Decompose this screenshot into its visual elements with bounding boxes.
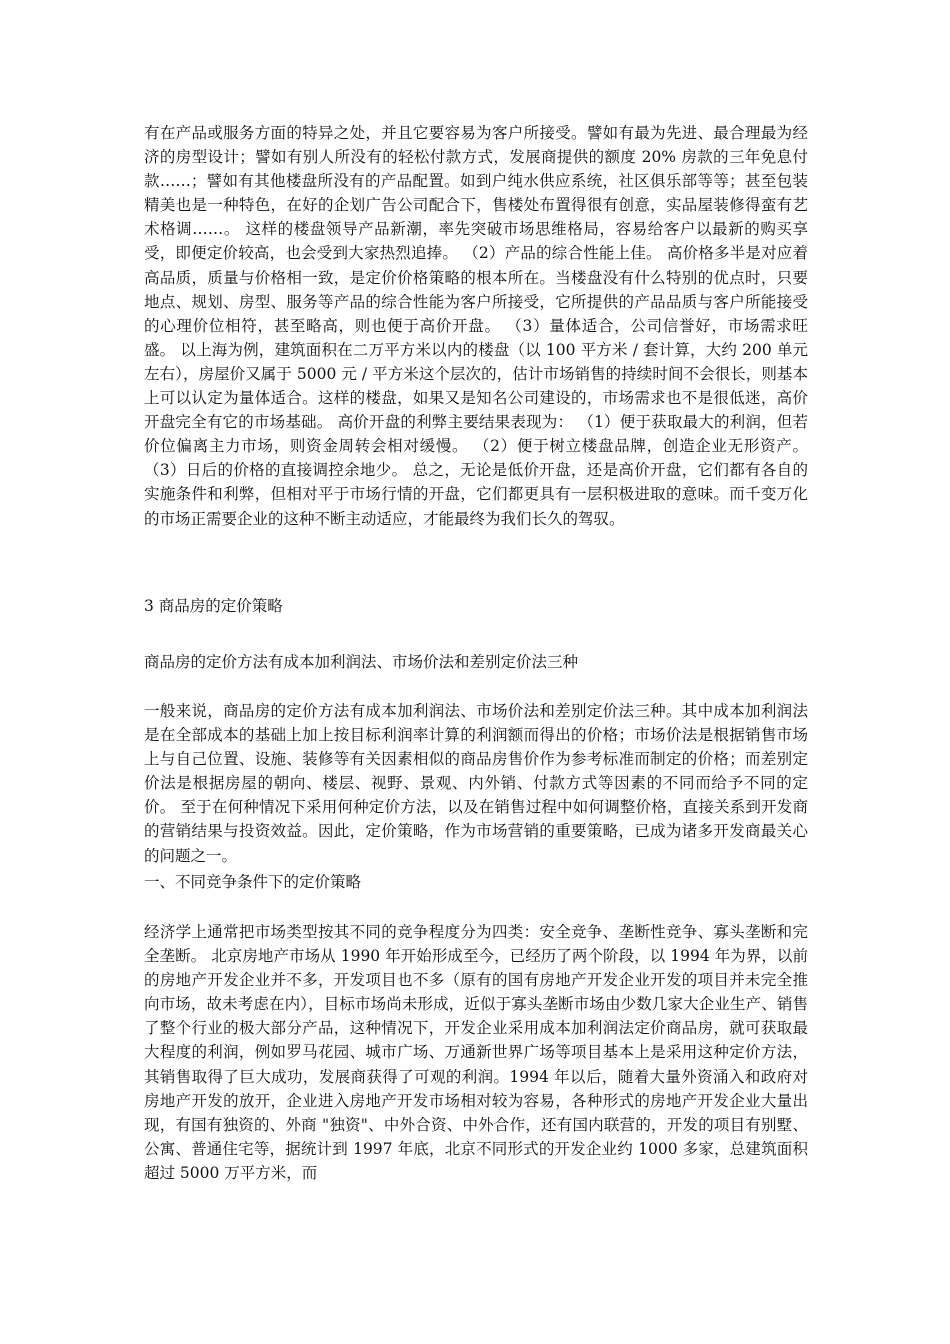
- body-paragraph: 有在产品或服务方面的特异之处，并且它要容易为客户所接受。譬如有最为先进、最合理最为经济的房型设计；譬如有别人所没有的轻松付款方式，发展商提供的额度 20% 房款的三年免息付款……；譬如有其他楼盘所没有的产品配置。如到户纯水供应系统，社区俱乐部等等；甚至包装精美也是一种特色，在好的企划广告公司配合下，售楼处布置得很有创意，实品屋装修得蛮有艺术格调……。 这样的楼盘领导产品新潮，率先突破市场思维格局，容易给客户以最新的购买享受，即便定价较高，也会受到大家热烈追捧。 （2）产品的综合性能上佳。 高价格多半是对应着高品质，质量与价格相一致，是定价价格策略的根本所在。当楼盘没有什么特别的优点时，只要地点、规划、房型、服务等产品的综合性能为客户所接受，它所提供的产品品质与客户所能接受的心理价位相符，甚至略高，则也便于高价开盘。 （3）量体适合，公司信誉好，市场需求旺盛。 以上海为例，建筑面积在二万平方米以内的楼盘（以 100 平方米 / 套计算，大约 200 单元左右），房屋价又属于 5000 元 / 平方米这个层次的，估计市场销售的持续时间不会很长，则基本上可以认定为量体适合。这样的楼盘，如果又是知名公司建设的，市场需求也不是很低迷，高价开盘完全有它的市场基础。 高价开盘的利弊主要结果表现为： （1）便于获取最大的利润，但若价位偏离主力市场，则资金周转会相对缓慢。 （2）便于树立楼盘品牌，创造企业无形资产。 （3）日后的价格的直接调控余地少。 总之，无论是低价开盘，还是高价开盘，它们都有各自的实施条件和利弊，但相对平于市场行情的开盘，它们都更具有一层积极进取的意味。而千变万化的市场正需要企业的这种不断主动适应，才能最终为我们长久的驾驭。: [144, 124, 808, 528]
- section-subheading: 商品房的定价方法有成本加利润法、市场价法和差别定价法三种: [144, 653, 579, 671]
- section-heading: 一、不同竞争条件下的定价策略: [144, 873, 362, 891]
- section-heading: 3 商品房的定价策略: [144, 597, 283, 615]
- body-paragraph: 一般来说，商品房的定价方法有成本加利润法、市场价法和差别定价法三种。其中成本加利润法是在全部成本的基础上加上按目标利润率计算的利润额而得出的价格；市场价法是根据销售市场上与自己位置、设施、装修等有关因素相似的商品房售价作为参考标准而制定的价格；而差别定价法是根据房屋的朝向、楼层、视野、景观、内外销、付款方式等因素的不同而给予不同的定价。 至于在何种情况下采用何种定价方法，以及在销售过程中如何调整价格，直接关系到开发商的营销结果与投资效益。因此，定价策略，作为市场营销的重要策略，已成为诸多开发商最关心的问题之一。: [144, 702, 808, 865]
- body-paragraph: 经济学上通常把市场类型按其不同的竞争程度分为四类：安全竞争、垄断性竞争、寡头垄断和完全垄断。 北京房地产市场从 1990 年开始形成至今，已经历了两个阶段，以 1994 年为界，以前的房地产开发企业并不多，开发项目也不多（原有的国有房地产开发企业开发的项目并未完全推向市场，故未考虑在内），目标市场尚未形成，近似于寡头垄断市场由少数几家大企业生产、销售了整个行业的极大部分产品，这种情况下，开发企业采用成本加利润法定价商品房，就可获取最大程度的利润，例如罗马花园、城市广场、万通新世界广场等项目基本上是采用这种定价方法，其销售取得了巨大成功，发展商获得了可观的利润。1994 年以后，随着大量外资涌入和政府对房地产开发的放开，企业进入房地产开发市场相对较为容易，各种形式的房地产开发企业大量出现，有国有独资的、外商 "独资"、中外合资、中外合作，还有国内联营的，开发的项目有别墅、公寓、普通住宅等，据统计到 1997 年底，北京不同形式的开发企业约 1000 多家，总建筑面积超过 5000 万平方米，而: [144, 923, 808, 1182]
